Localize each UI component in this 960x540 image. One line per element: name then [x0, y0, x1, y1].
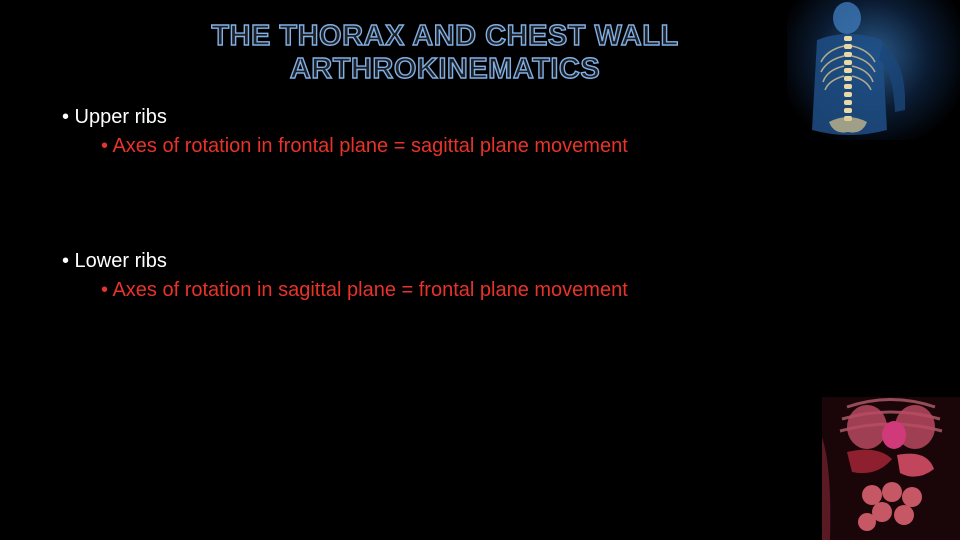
bullet-upper-ribs: • Upper ribs [62, 106, 167, 128]
slide-title: THE THORAX AND CHEST WALL ARTHROKINEMATICS [211, 20, 679, 85]
bullet-lower-ribs: • Lower ribs [62, 250, 167, 272]
spine-xray-icon [787, 0, 960, 140]
sub-bullet-upper-ribs: • Axes of rotation in frontal plane = sagittal plane movement [101, 135, 628, 157]
sub-bullet-lower-ribs: • Axes of rotation in sagittal plane = frontal plane movement [101, 279, 628, 301]
torso-organs-icon [822, 397, 960, 540]
